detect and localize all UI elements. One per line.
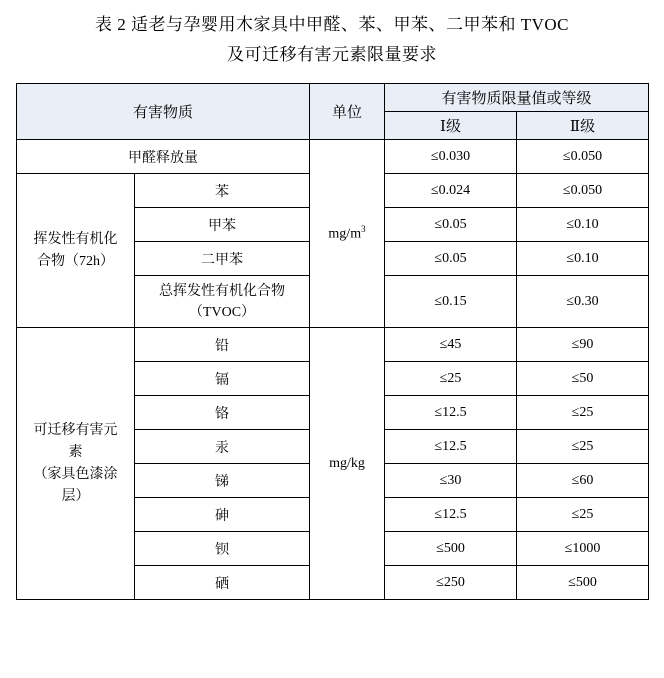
value-grade1: ≤12.5 bbox=[385, 396, 517, 430]
row-name-antimony: 锑 bbox=[135, 464, 310, 498]
value-grade1: ≤25 bbox=[385, 362, 517, 396]
value-grade2: ≤500 bbox=[517, 566, 649, 600]
row-name-selenium: 硒 bbox=[135, 566, 310, 600]
row-name-toluene: 甲苯 bbox=[135, 208, 310, 242]
row-name-tvoc bbox=[135, 276, 310, 328]
row-name-barium: 钡 bbox=[135, 532, 310, 566]
table-header-row-1 bbox=[17, 84, 649, 112]
value-grade1: ≤30 bbox=[385, 464, 517, 498]
value-grade2: ≤60 bbox=[517, 464, 649, 498]
unit-superscript: 3 bbox=[361, 224, 366, 235]
value-grade1: ≤12.5 bbox=[385, 430, 517, 464]
row-name-tvoc-line1: 总挥发性有机化合物 bbox=[159, 283, 285, 299]
page-title-line2: 及可迁移有害元素限量要求 bbox=[227, 45, 437, 64]
row-name-benzene: 苯 bbox=[135, 174, 310, 208]
value-grade2: ≤25 bbox=[517, 396, 649, 430]
value-grade1: ≤0.024 bbox=[385, 174, 517, 208]
row-name-chromium: 铬 bbox=[135, 396, 310, 430]
row-name-cadmium: 镉 bbox=[135, 362, 310, 396]
value-grade1: ≤0.05 bbox=[385, 208, 517, 242]
row-name-tvoc-line2: （TVOC） bbox=[188, 304, 256, 320]
value-grade2: ≤25 bbox=[517, 430, 649, 464]
value-grade1: ≤12.5 bbox=[385, 498, 517, 532]
limits-table-wrapper bbox=[16, 83, 648, 600]
row-name-mercury: 汞 bbox=[135, 430, 310, 464]
value-grade1: ≤500 bbox=[385, 532, 517, 566]
row-name-lead: 铅 bbox=[135, 328, 310, 362]
table-header bbox=[17, 84, 649, 140]
value-grade1: ≤0.030 bbox=[385, 140, 517, 174]
page-title-line1: 表 2 适老与孕婴用木家具中甲醛、苯、甲苯、二甲苯和 TVOC bbox=[94, 15, 570, 34]
unit-migratable: mg/kg bbox=[310, 328, 385, 600]
row-name-xylene: 二甲苯 bbox=[135, 242, 310, 276]
value-grade1: ≤0.15 bbox=[385, 276, 517, 328]
limits-table bbox=[16, 83, 649, 600]
value-grade2: ≤25 bbox=[517, 498, 649, 532]
group-name-migratable-line4: 层） bbox=[61, 488, 90, 504]
unit-text: mg/m bbox=[328, 226, 362, 242]
header-limit-group: 有害物质限量值或等级 bbox=[385, 84, 649, 112]
group-name-migratable-line3: （家具色漆涂 bbox=[33, 466, 118, 482]
group-name-voc bbox=[17, 174, 135, 328]
group-name-voc-line1: 挥发性有机化 bbox=[33, 231, 118, 247]
table-body bbox=[17, 140, 649, 600]
header-substance: 有害物质 bbox=[17, 84, 310, 140]
value-grade2: ≤0.050 bbox=[517, 140, 649, 174]
value-grade2: ≤0.10 bbox=[517, 208, 649, 242]
value-grade1: ≤45 bbox=[385, 328, 517, 362]
group-name-migratable-line1: 可迁移有害元 bbox=[33, 422, 118, 438]
header-grade-2: Ⅱ级 bbox=[517, 112, 649, 140]
value-grade1: ≤0.05 bbox=[385, 242, 517, 276]
table-row bbox=[17, 140, 649, 174]
header-unit: 单位 bbox=[310, 84, 385, 140]
header-grade-1: Ⅰ级 bbox=[385, 112, 517, 140]
group-name-migratable-line2: 素 bbox=[68, 444, 83, 460]
row-name-formaldehyde: 甲醛释放量 bbox=[17, 140, 310, 174]
row-name-arsenic: 砷 bbox=[135, 498, 310, 532]
value-grade2: ≤0.30 bbox=[517, 276, 649, 328]
value-grade1: ≤250 bbox=[385, 566, 517, 600]
value-grade2: ≤0.10 bbox=[517, 242, 649, 276]
value-grade2: ≤0.050 bbox=[517, 174, 649, 208]
unit-vol-organic bbox=[310, 140, 385, 328]
value-grade2: ≤50 bbox=[517, 362, 649, 396]
group-name-voc-line2: 合物（72h） bbox=[37, 253, 114, 269]
group-name-migratable-elements bbox=[17, 328, 135, 600]
value-grade2: ≤1000 bbox=[517, 532, 649, 566]
value-grade2: ≤90 bbox=[517, 328, 649, 362]
table-row bbox=[17, 328, 649, 362]
